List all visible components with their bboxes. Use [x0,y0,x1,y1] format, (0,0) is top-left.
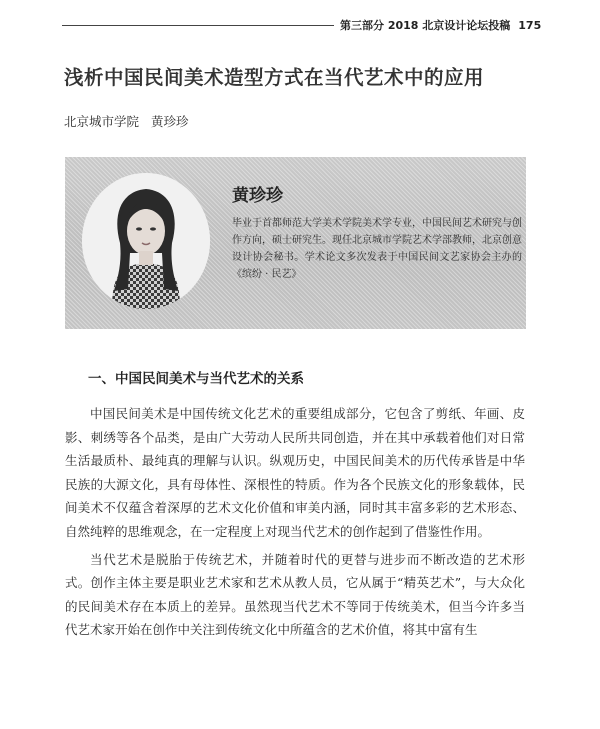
section-heading: 一、中国民间美术与当代艺术的关系 [88,371,304,387]
author-photo [82,173,210,309]
bio-name: 黄珍珍 [232,186,283,206]
institution: 北京城市学院 [64,114,140,129]
paragraph: 当代艺术是脱胎于传统艺术，并随着时代的更替与进步而不断改造的艺术形式。创作主体主要是职业艺术家和艺术从教人员，它从属于“精英艺术”，与大众化的民间美术存在本质上的差异。虽然现当代艺术不等同于传统美术，但当今许多当代艺术家开始在创作中关注到传统文化中所蕴含的艺术价值，将其中富有生 [65,551,525,638]
running-header [340,17,541,33]
author-name: 黄珍珍 [151,114,189,129]
bio-text: 毕业于首都师范大学美术学院美术学专业，中国民间艺术研究与创作方向，硕士研究生。现任北京城市学院艺术学部教师，北京创意设计协会秘书。学术论文多次发表于中国民间文艺家协会主办的《缤纷 · 民艺》 [232,218,522,280]
paragraph: 中国民间美术是中国传统文化艺术的重要组成部分，它包含了剪纸、年画、皮影、刺绣等各个品类，是由广大劳动人民所共同创造，并在其中承载着他们对日常生活最质朴、最纯真的理解与认识。纵观历史，中国民间美术的历代传承皆是中华民族的大源文化，具有母体性、深根性的特质。作为各个民族文化的形象载体，民间美术不仅蕴含着深厚的艺术文化价值和审美内涵，同时其丰富多彩的艺术形态、自然纯粹的思维观念，在一定程度上对现当代艺术的创作起到了借鉴性作用。 [65,406,525,539]
header-section: 第三部分 2018 北京设计论坛投稿 [340,19,511,32]
affiliation [64,112,189,130]
article-body [65,402,525,646]
author-bio-box [65,157,526,329]
page-number: 175 [518,19,542,32]
header-rule [62,25,334,26]
article-title: 浅析中国民间美术造型方式在当代艺术中的应用 [64,66,485,89]
